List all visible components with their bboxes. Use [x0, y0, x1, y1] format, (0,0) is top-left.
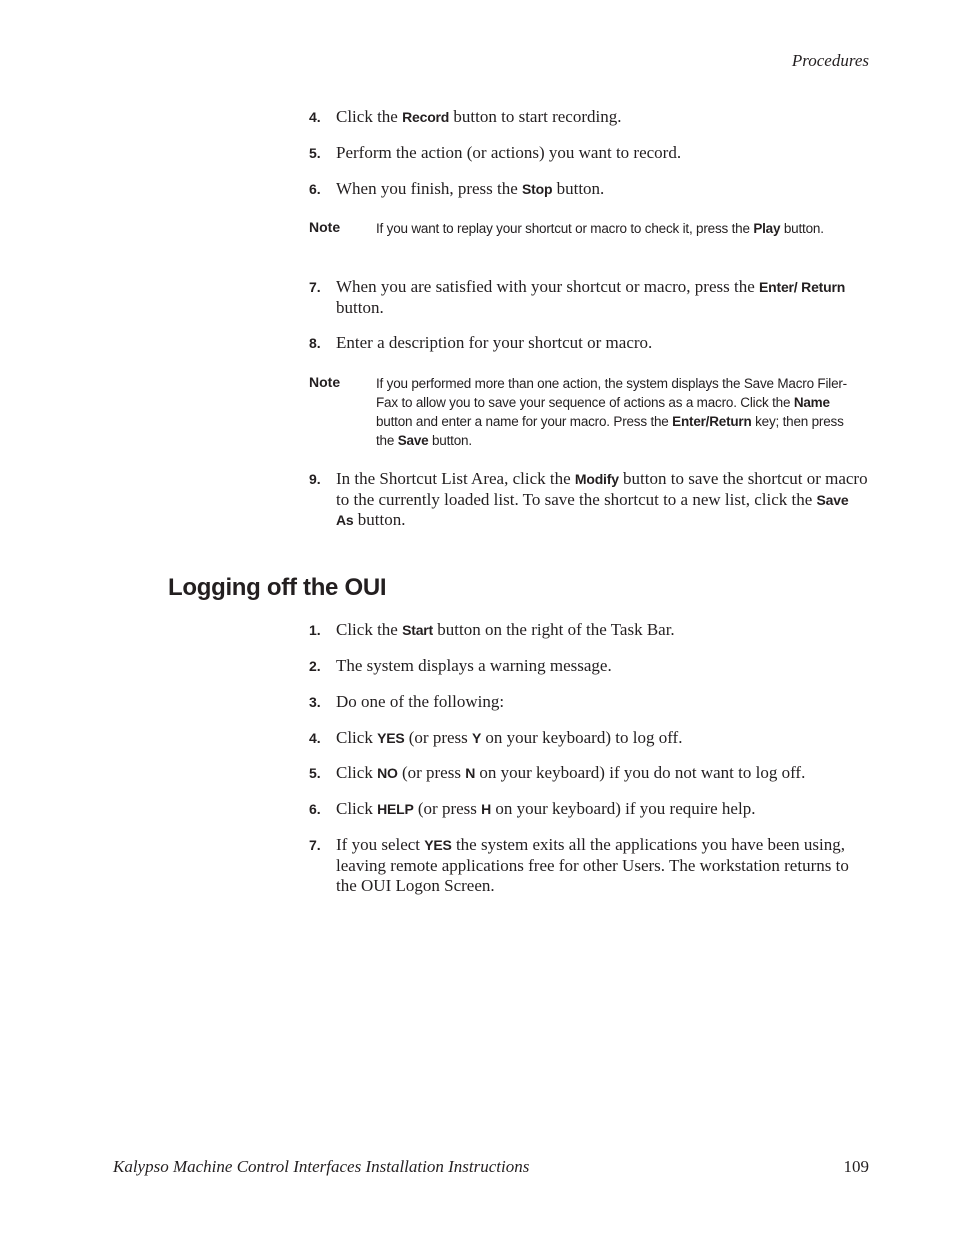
step-text: If you select YES the system exits all the applications you have been using, leaving remote applications free for other Users. The workstation returns to the OUI Logon Screen. [336, 835, 849, 895]
step-number: 2. [309, 658, 321, 674]
step-text: Do one of the following: [336, 692, 505, 711]
ui-keyword: N [465, 765, 476, 781]
note-text: If you performed more than one action, the system displays the Save Macro Filer-Fax to allow you to save your sequence of actions as a macro. Click the Name button and enter a name for your macro. Press the Enter/Return key; then press the Save button. [376, 376, 847, 448]
ui-keyword: NO [377, 765, 398, 781]
step-text: Click the Start button on the right of the Task Bar. [336, 620, 675, 639]
step-number: 7. [309, 279, 321, 295]
step-item [309, 799, 869, 820]
step-text: The system displays a warning message. [336, 656, 612, 675]
step-number: 8. [309, 335, 321, 351]
note-label: Note [309, 219, 341, 235]
ui-keyword: H [481, 801, 492, 817]
ui-keyword: Play [753, 221, 781, 236]
step-item [309, 107, 869, 128]
step-item [309, 835, 869, 897]
step-number: 1. [309, 622, 321, 638]
ui-keyword: Modify [574, 471, 619, 487]
step-text: Enter a description for your shortcut or macro. [336, 333, 653, 352]
running-header: Procedures [791, 51, 869, 70]
step-number: 7. [309, 837, 321, 853]
step-text: When you are satisfied with your shortcut or macro, press the Enter/ Return button. [336, 277, 846, 317]
step-item [309, 692, 869, 713]
ui-keyword: HELP [377, 801, 414, 817]
page-number: 109 [843, 1157, 869, 1176]
step-number: 4. [309, 109, 321, 125]
step-number: 9. [309, 471, 321, 487]
ui-keyword: Save [397, 433, 429, 448]
step-text: When you finish, press the Stop button. [336, 179, 605, 198]
ui-keyword: Record [402, 109, 450, 125]
step-number: 5. [309, 145, 321, 161]
ui-keyword: YES [424, 837, 452, 853]
step-number: 6. [309, 801, 321, 817]
step-item [309, 620, 869, 641]
ui-keyword: Save As [336, 491, 849, 528]
step-item [309, 143, 869, 164]
step-number: 6. [309, 181, 321, 197]
step-item [309, 728, 869, 749]
section-heading: Logging off the OUI [168, 574, 387, 601]
step-item [309, 656, 869, 677]
ui-keyword: Name [793, 395, 830, 410]
step-text: Click YES (or press Y on your keyboard) to log off. [336, 728, 683, 747]
ui-keyword: Y [472, 730, 482, 746]
step-text: Click NO (or press N on your keyboard) if you do not want to log off. [336, 763, 806, 782]
step-item [309, 179, 869, 200]
step-number: 3. [309, 694, 321, 710]
note-block [309, 374, 849, 450]
note-block [309, 219, 849, 238]
step-number: 5. [309, 765, 321, 781]
note-label: Note [309, 374, 341, 390]
footer-title: Kalypso Machine Control Interfaces Installation Instructions [113, 1157, 530, 1176]
ui-keyword: Start [402, 622, 434, 638]
step-number: 4. [309, 730, 321, 746]
step-item [309, 469, 869, 531]
ui-keyword: YES [377, 730, 405, 746]
step-item [309, 277, 869, 318]
step-text: In the Shortcut List Area, click the Modify button to save the shortcut or macro to the currently loaded list. To save the shortcut to a new list, click the Save As button. [336, 469, 868, 529]
ui-keyword: Enter/ Return [759, 279, 846, 295]
step-text: Perform the action (or actions) you want to record. [336, 143, 682, 162]
ui-keyword: Stop [522, 181, 553, 197]
step-text: Click the Record button to start recording. [336, 107, 622, 126]
step-item [309, 333, 869, 354]
step-item [309, 763, 869, 784]
note-text: If you want to replay your shortcut or macro to check it, press the Play button. [376, 221, 824, 236]
step-text: Click HELP (or press H on your keyboard) if you require help. [336, 799, 756, 818]
ui-keyword: Enter/Return [672, 414, 752, 429]
